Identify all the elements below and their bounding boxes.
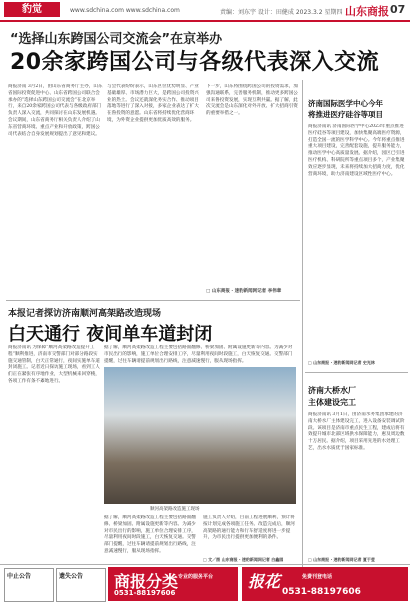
sidebar1-credit: □ 山东商报 · 速豹新闻网记者 史光林 <box>308 360 375 365</box>
story2-column-2: 据了解，顺河高架路改造工程主要包括路面翻修、桥梁加固、附属设施更新等内容。为减少对市民出行的影响，施工单位合理安排工序，尽量利用夜间时段施工，白天恢复交通。交警部门提醒，过往车辆请提前规划出行路线，注意减速慢行，服从现场指挥。 <box>104 515 196 554</box>
site-url: www.sdchina.com www.sdchina.com <box>70 7 180 14</box>
date-line: 责编：刘东宇 设计：田健成 2023.3.2 星期四 <box>220 9 343 16</box>
story1-headline: 20余家跨国公司与各级代表深入交流 <box>10 50 380 75</box>
sidebar1-headline-1: 济南国际医学中心今年 <box>308 99 383 108</box>
notice-box-1 <box>4 568 54 602</box>
sidebar1-body: 商报济南讯 济南国际医学中心2023年重点推进医疗硅谷等项目建设，加快集聚高端医疗资源，打造全国一流的医学科学中心。今年将重点推进重大项目建设，完善配套设施，提升服务能力，推动医学中心高质量发展。据介绍，园区已引进医疗机构、科研院所等重点项目多个，产业集聚效应逐步显现，未来将持续加大招商力度，优化营商环境，助力济南建设区域性医疗中心。 <box>308 124 405 177</box>
story1-column-1: 商报济南 3月2日，由山东省商务厅主办，山东省国际投资促进中心、山东省跨国公司联合会承办的“选择山东跨国公司交流会”在北京举行，来自20余家跨国公司代表与各级政府部门负责人深入交流，共同探讨在山东发展机遇。会议期间，山东省商务厅相关负责人介绍了山东省营商环境、重点产业和开放政策，跨国公司代表结合自身发展规划提出了意见和建议。 <box>8 84 103 137</box>
classified-ad <box>108 567 238 601</box>
sidebar-divider <box>305 372 408 373</box>
sidebar2-headline-2: 主体建设完工 <box>308 398 356 407</box>
story1-kicker: “选择山东跨国公司交流会”在京举办 <box>10 32 223 47</box>
notice-box-2 <box>56 568 106 602</box>
story2-headline: 白天通行 夜间单车道封闭 <box>8 324 213 345</box>
sidebar1-headline-2: 将推进医疗硅谷等项目 <box>308 110 383 119</box>
column-divider <box>302 80 303 600</box>
newspaper-logo: 豹觉 <box>4 2 60 17</box>
baohua-ad-title: 报花 <box>248 572 281 591</box>
classified-ad-title: 商报分类 <box>114 572 179 591</box>
story2-column-3: 施工负责人介绍，目前工程进展顺利，预计将按计划完成各项施工任务。改造完成后，顺河高架路的通行能力和行车舒适度将进一步提升，为市民出行提供更加便利的条件。 <box>203 515 295 541</box>
baohua-ad-sub: 免费刊登电话 <box>302 574 333 580</box>
sidebar2-headline-1: 济南大桥水厂 <box>308 386 356 395</box>
sidebar2-body: 商报济南讯 3月1日，由济南水务集团承建的济南大桥水厂主体建设完工，进入设备安装调试阶段。该项目是济南市重点民生工程，建成后将有效提升城市北部区域供水保障能力，惠及周边数十万居民。据介绍，项目采用先进的水处理工艺，出水水质优于国家标准。 <box>308 412 405 451</box>
story2-kicker: 本报记者探访济南顺河高架路改造现场 <box>8 309 162 319</box>
baohua-ad-phone: 0531-88197606 <box>282 587 361 597</box>
notice-title-1: 中止公告 <box>7 573 32 580</box>
story2-column-2-top: 据了解，顺河高架路改造工程主要包括路面翻修、桥梁加固、附属设施更新等内容。为减少对市民出行的影响，施工单位合理安排工序，尽量利用夜间时段施工，白天恢复交通。交警部门提醒，过往车辆请提前规划出行路线，注意减速慢行，服从现场指挥。 <box>104 345 293 364</box>
notice-title-2: 遗失公告 <box>59 573 84 580</box>
section-divider <box>6 300 300 301</box>
classified-ad-phone: 0531-88197606 <box>114 589 176 597</box>
classified-ad-sub: 专业的服务平台 <box>178 574 214 580</box>
story2-credit: □ 文／图 山东商报 · 速豹新闻网记者 白鑫园 <box>203 557 284 562</box>
footer-divider <box>0 564 410 565</box>
page-number: 07 <box>390 3 406 16</box>
story1-credit: □ 山东商报 · 速豹新闻网记者 李伟章 <box>206 289 282 294</box>
story1-column-2: 与会代表纷纷表示，山东区位优势明显、产业基础雄厚、市场潜力巨大，是跨国公司投资兴业的热土。会议还就深化务实合作、推动项目落地等进行了深入对接，多家企业表达了扩大在鲁投资的意愿。山东省将持续优化营商环境，为外资企业提供更加优质高效的服务。 <box>107 84 199 123</box>
story2-column-1: 商报济南讯 为保障“顺河高架路改造提升工程”顺利推进，济南市交警部门对部分路段实施交通管制，白天正常通行，夜间实施单车道封闭施工。记者近日探访施工现场，看到工人们正在紧张有序地作业，大型机械来回穿梭，各项工作有条不紊地进行。 <box>8 345 100 384</box>
photo-caption: 顺河高架路改造施工现场 <box>150 507 200 512</box>
baohua-ad <box>242 567 408 601</box>
paper-name: 山东商报 <box>345 5 389 18</box>
story1-column-3: 下一步，山东将围绕跨国公司的投资需求，加强沟通联系，完善服务机制，推动更多跨国公司来鲁投资发展，实现互利共赢。据了解，此次交流会是山东深化对外开放、扩大招商引资的重要举措之一。 <box>206 84 298 117</box>
sidebar2-credit: □ 山东商报 · 速豹新闻网记者 夏于莹 <box>308 557 375 562</box>
construction-photo <box>104 367 296 504</box>
